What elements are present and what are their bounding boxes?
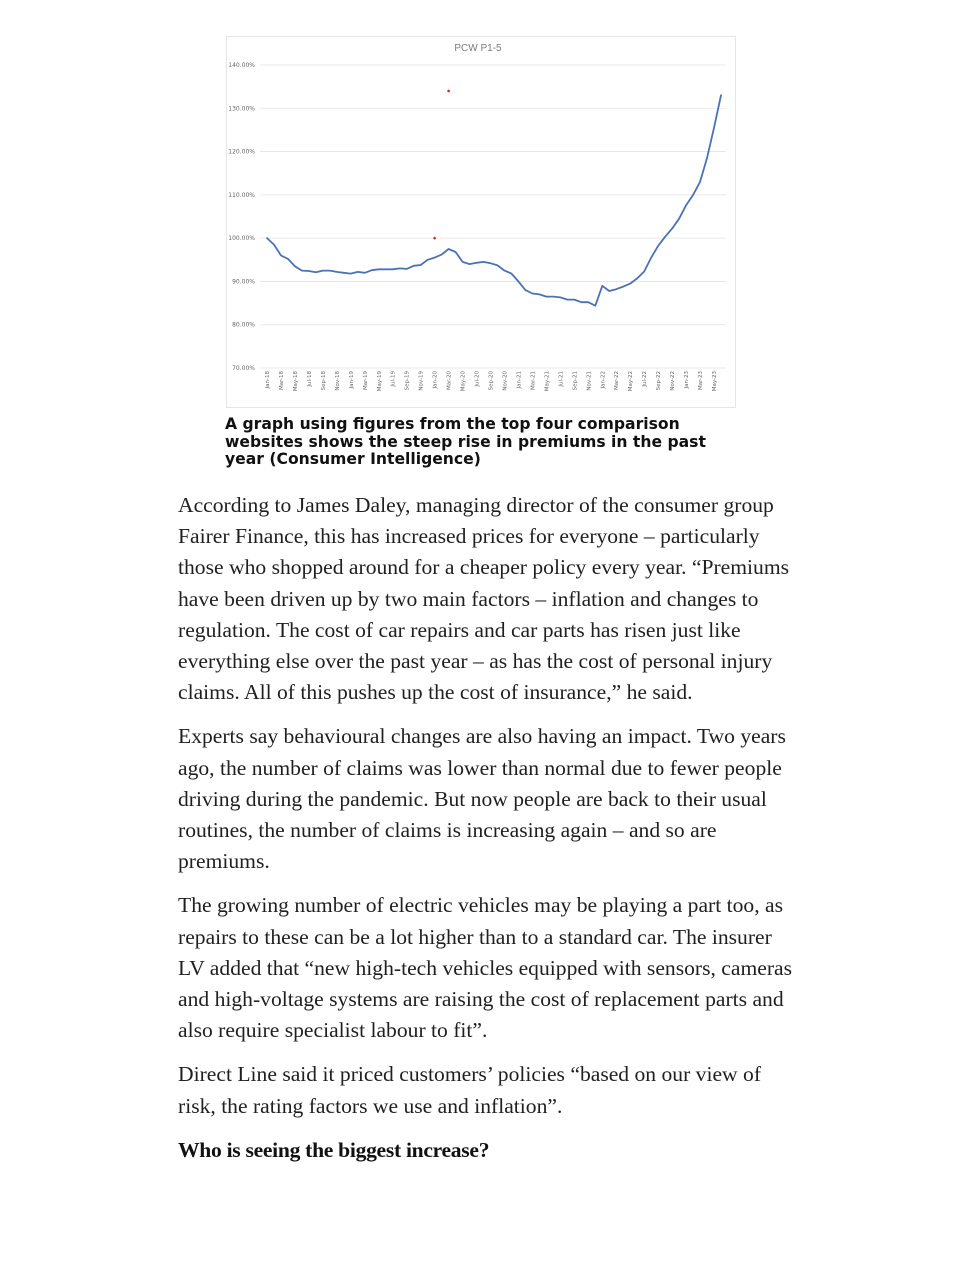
y-tick-label: 70.00% bbox=[232, 365, 255, 372]
x-tick-label: Jul-21 bbox=[558, 371, 565, 387]
x-tick-label: Jul-22 bbox=[642, 371, 649, 387]
x-tick-label: May-19 bbox=[376, 371, 383, 392]
x-tick-label: Jul-19 bbox=[390, 371, 397, 387]
x-tick-label: Jul-20 bbox=[474, 371, 481, 387]
x-tick-label: May-20 bbox=[460, 371, 467, 392]
figure-caption: A graph using figures from the top four comparison websites shows the steep rise in premiums in the past year (Consumer Intelligence) bbox=[225, 415, 706, 468]
x-tick-label: Sep-20 bbox=[488, 371, 495, 391]
chart-title: PCW P1-5 bbox=[454, 43, 502, 54]
x-tick-label: Nov-21 bbox=[586, 371, 593, 391]
x-tick-label: Mar-18 bbox=[278, 371, 285, 391]
x-tick-label: Sep-19 bbox=[404, 371, 411, 391]
x-tick-label: Mar-21 bbox=[530, 371, 537, 391]
x-tick-label: Sep-21 bbox=[572, 371, 579, 391]
x-tick-label: Mar-22 bbox=[614, 371, 621, 391]
x-tick-label: Jul-18 bbox=[306, 371, 313, 387]
x-tick-label: May-21 bbox=[544, 371, 551, 392]
article-body bbox=[178, 490, 794, 1166]
y-tick-label: 110.00% bbox=[228, 191, 255, 199]
y-tick-label: 90.00% bbox=[232, 278, 255, 286]
x-tick-label: Jan-20 bbox=[432, 371, 439, 389]
y-tick-label: 100.00% bbox=[228, 235, 255, 243]
y-tick-label: 120.00% bbox=[228, 148, 255, 156]
x-tick-label: Mar-20 bbox=[446, 371, 453, 391]
x-tick-label: Jan-21 bbox=[516, 371, 523, 389]
article-paragraph: Experts say behavioural changes are also having an impact. Two years ago, the number of claims was lower than normal due to fewer people driving during the pandemic. But now people are back to their usual routines, the number of claims is increasing again – and so are premiums. bbox=[178, 724, 786, 874]
y-tick-label: 140.00% bbox=[228, 62, 255, 69]
x-tick-label: May-18 bbox=[292, 371, 299, 392]
x-tick-label: Jan-23 bbox=[684, 371, 691, 389]
x-tick-label: Nov-18 bbox=[334, 371, 341, 391]
article-paragraph: The growing number of electric vehicles may be playing a part too, as repairs to these can be a lot higher than to a standard car. The insurer LV added that “new high-tech vehicles equipped with sensors, cameras and high-voltage systems are raising the cost of replacement parts and also require specialist labour to fit”. bbox=[178, 893, 793, 1043]
data-marker bbox=[447, 90, 450, 93]
article-paragraph: Direct Line said it priced customers’ policies “based on our view of risk, the rating factors we use and inflation”. bbox=[178, 1062, 762, 1118]
x-tick-label: May-22 bbox=[628, 371, 635, 392]
data-marker bbox=[433, 237, 436, 240]
x-tick-label: Sep-18 bbox=[320, 371, 327, 391]
x-tick-label: Mar-19 bbox=[362, 371, 369, 391]
premium-chart bbox=[226, 36, 736, 408]
x-tick-label: May-23 bbox=[712, 371, 719, 392]
section-subheading: Who is seeing the biggest increase? bbox=[178, 1137, 490, 1162]
x-tick-label: Nov-19 bbox=[418, 371, 425, 391]
article-paragraph: According to James Daley, managing director of the consumer group Fairer Finance, this has increased prices for everyone – particularly those who shopped around for a cheaper policy every year. “Premiums have been driven up by two main factors – inflation and changes to regulation. The cost of car repairs and car parts has risen just like everything else over the past year – as has the cost of personal injury claims. All of this pushes up the cost of insurance,” he said. bbox=[178, 493, 790, 705]
y-tick-label: 130.00% bbox=[228, 105, 255, 113]
x-tick-label: Nov-20 bbox=[502, 371, 509, 391]
x-tick-label: Jan-22 bbox=[600, 371, 607, 389]
x-tick-label: Jan-18 bbox=[265, 371, 271, 389]
y-tick-label: 80.00% bbox=[232, 321, 255, 329]
x-tick-label: Nov-22 bbox=[670, 371, 677, 391]
x-tick-label: Mar-23 bbox=[698, 371, 705, 391]
x-tick-label: Jan-19 bbox=[348, 371, 355, 389]
premium-line-chart bbox=[226, 36, 736, 408]
x-tick-label: Sep-22 bbox=[656, 371, 663, 391]
